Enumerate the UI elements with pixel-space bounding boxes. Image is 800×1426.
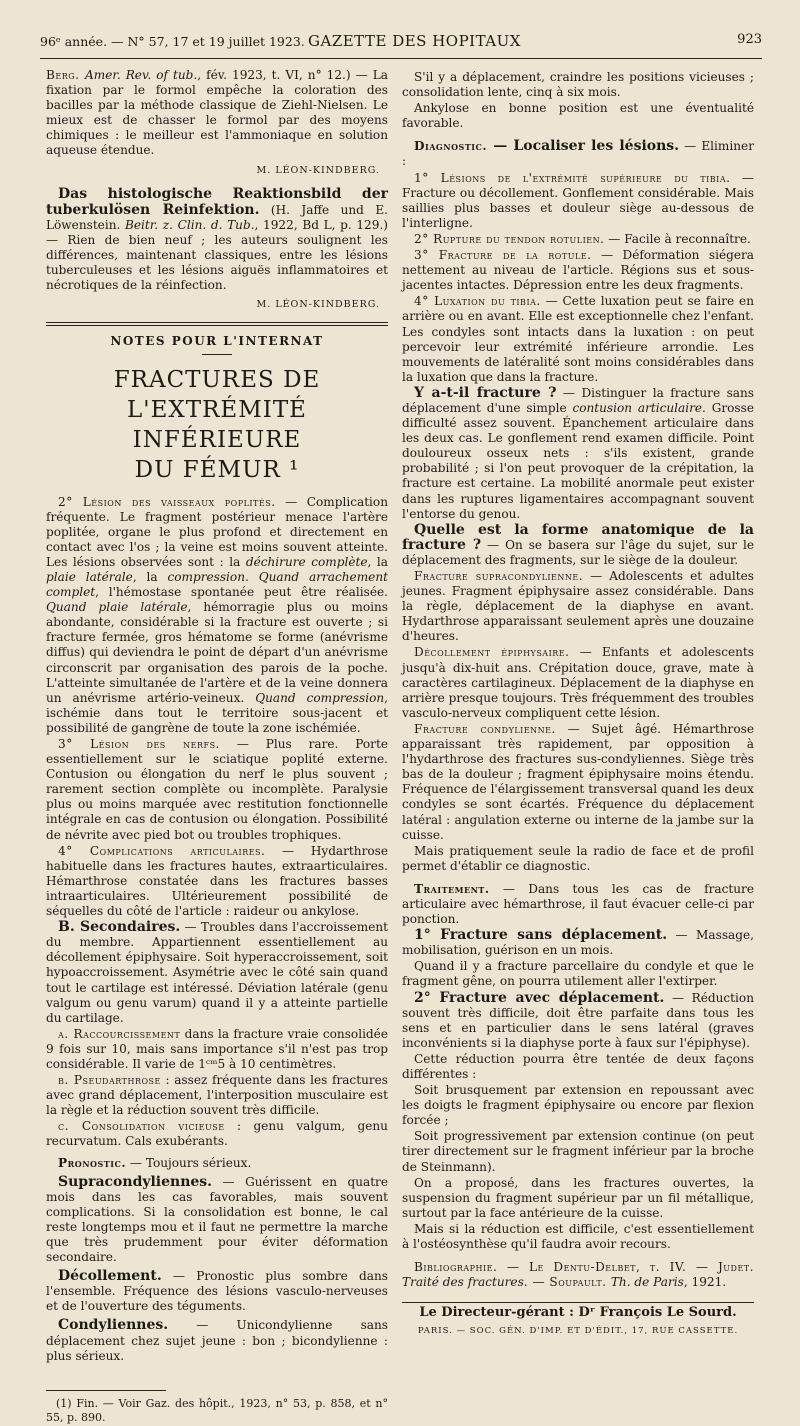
review-ref-1: Berg. Amer. Rev. of tub., fév. 1923, t. VI, n° 12.) — La fixation par le formol empêche la coloration des bacilles par la méthode classique de Ziehl-Nielsen. Le mieux est de chasser le formol par des moyens chimiques : le meilleur est l'ammoniaque en solution aqueuse étendue. <box>46 68 388 158</box>
article-title: FRACTURES DE L'EXTRÉMITÉ INFÉRIEURE DU FÉMUR ¹ <box>113 366 321 483</box>
paragraph-pseudarthrosis: b. Pseudarthrose : assez fréquente dans les fractures avec grand déplacement, l'interposition musculaire est la règle et la réduction souvent très difficile. <box>46 1073 388 1118</box>
paragraph-radiography: Mais pratiquement seule la radio de face et de profil permet d'établir ce diagnostic. <box>402 843 754 873</box>
paragraph-tendon-rupture: 2° Rupture du tendon rotulien. — Facile à reconnaître. <box>414 231 751 246</box>
paragraph-no-displacement: 1° Fracture sans déplacement. — Massage, mobilisation, guérison en un mois. <box>402 927 754 958</box>
page-header <box>40 30 762 60</box>
paragraph-vessels: 2° Lésion des vaisseaux poplités. — Complication fréquente. Le fragment postérieur menace l'artère poplitée, organe le plus profond et directement en contact avec l'os ; la veine est moins souvent atteinte. Les lésions observées sont : la déchirure complète, la plaie latérale, la compression. Quand arrachement complet, l'hémostase spontanée peut être réalisée. Quand plaie latérale, hémorragie plus ou moins abondante, considérable si la fracture est ouverte ; si fracture fermée, gros hématome se forme (anévrisme diffus) qui deviendra le point de départ d'un anévrisme circonscrit par organisation des parois de la poche. L'atteinte simultanée de l'artère et de la veine donnera un anévrisme artério-veineux. Quand compression, ischémie dans tout le territoire sous-jacent et possibilité de gangrène de toute la zone ischémiée. <box>46 494 388 735</box>
issue-info: 96ᵉ année. — N° 57, 17 et 19 juillet 1923. <box>40 34 305 49</box>
review-signature-2: M. LÉON-KINDBERG. <box>256 299 380 311</box>
paragraph-is-fracture: Y a-t-il fracture ? — Distinguer la fracture sans déplacement d'une simple contusion articulaire. Grosse difficulté assez souvent. Épanchement articulaire dans les deux cas. Le gonflement rend examen difficile. Point douloureux osseux nets : s'ils existent, grande probabilité ; si l'on peut provoquer de la crépitation, la fracture est certaine. La mobilité anormale peut exister dans les ruptures ligamentaires accompagnant souvent l'entorse du genou. <box>402 384 754 521</box>
review-signature-1: M. LÉON-KINDBERG. <box>256 164 380 176</box>
paragraph-nerves: 3° Lésion des nerfs. — Plus rare. Porte essentiellement sur le sciatique poplité externe. Contusion ou élongation du nerf le plus souvent ; rarement section complète ou incomplète. Paralysie plus ou moins marquée avec restitution fonctionnelle intégrale en cas de contusion ou élongation. Possibilité de névrite avec pied bot ou troubles trophiques. <box>46 737 388 842</box>
paragraph-tibia-lesions: 1° Lésions de l'extrémité supérieure du tibia. — Fracture ou décollement. Gonflement considérable. Mais saillies plus basses et douleur siège au-dessous de l'interligne. <box>402 170 754 230</box>
printer-line: PARIS. — SOC. GÉN. D'IMP. ET D'ÉDIT., 17, RUE CASSETTE. <box>417 1326 739 1337</box>
paragraph-ankylosis: Ankylose en bonne position est une éventualité favorable. <box>402 101 754 131</box>
section-rule <box>46 322 388 326</box>
journal-title: GAZETTE DES HOPITAUX <box>308 32 521 50</box>
paragraph-diagnosis: Diagnostic. — Localiser les lésions. — Eliminer : <box>402 138 754 169</box>
right-column <box>402 70 754 1340</box>
paragraph-epiphyseal-detachment: Décollement épiphysaire. — Enfants et adolescents jusqu'à dix-huit ans. Crépitation douce, grave, mate à caractères cartilagineux. Déplacement de la diaphyse en arrière presque toujours. Très fréquemment des troubles vasculo-nerveux compliquent cette lésion. <box>402 645 754 720</box>
paragraph-secondary: B. Secondaires. — Troubles dans l'accroissement du membre. Appartiennent essentiellement au décollement épiphysaire. Soit hyperaccroissement, soit hypoaccroissement. Asymétrie avec le côté sain quand tout le cartilage est intéressé. Déviation latérale (genu valgum ou genu varum) quand il y a atteinte partielle du cartilage. <box>46 919 388 1025</box>
paragraph-condylar-fracture: Fracture condylienne. — Sujet âgé. Hémarthrose apparaissant très rapidement, par opposition à l'hydarthrose des fractures sus-condyliennes. Siège très bas de la douleur ; fragment épiphysaire moins étendu. Fréquence de l'élargissement transversal quand les deux condyles se sont écartés. Fréquence du déplacement latéral : angulation externe ou interne de la jambe sur la cuisse. <box>402 721 754 842</box>
paragraph-shortening: a. Raccourcissement dans la fracture vraie consolidée 9 fois sur 10, mais sans importance s'il n'est pas trop considérable. Il varie de 1ᶜᵐ5 à 10 centimètres. <box>46 1026 388 1071</box>
paragraph-partial-fracture: Quand il y a fracture parcellaire du condyle et que le fragment gêne, on pourra utilement aller l'extirper. <box>402 959 754 989</box>
paragraph-suspension: On a proposé, dans les fractures ouvertes, la suspension du fragment supérieur par un fil métallique, surtout par la face antérieure de la cuisse. <box>402 1175 754 1220</box>
paragraph-reduction-sudden: Soit brusquement par extension en repoussant avec les doigts le fragment épiphysaire ou encore par flexion forcée ; <box>402 1083 754 1128</box>
header-rule <box>40 58 762 59</box>
paragraph-supracondylar-fracture: Fracture supracondylienne. — Adolescents et adultes jeunes. Fragment épiphysaire assez considérable. Dans la règle, déplacement de la diaphyse en avant. Hydarthrose apparaissant seulement après une douzaine d'heures. <box>402 569 754 644</box>
paragraph-tibia-luxation: 4° Luxation du tibia. — Cette luxation peut se faire en arrière ou en avant. Elle est exceptionnelle chez l'enfant. Les condyles sont intacts dans la luxation : on peut percevoir leur extrémité inférieure arrondie. Les mouvements de latéralité sont moins considérables dans la luxation que dans la fracture. <box>402 294 754 384</box>
paragraph-reduction-progressive: Soit progressivement par extension continue (on peut tirer directement sur le fragment inférieur par la broche de Steinmann). <box>402 1129 754 1174</box>
editor-line: Le Directeur-gérant : Dʳ François Le Sourd. <box>419 1305 737 1321</box>
paragraph-treatment: Traitement. — Dans tous les cas de fracture articulaire avec hémarthrose, il faut évacuer celle-ci par ponction. <box>402 881 754 927</box>
paragraph-displacement: S'il y a déplacement, craindre les positions vicieuses ; consolidation lente, cinq à six mois. <box>402 70 754 100</box>
page-number: 923 <box>737 32 762 47</box>
footnote-rule <box>46 1390 166 1391</box>
paragraph-articular: 4° Complications articulaires. — Hydarthrose habituelle dans les fractures hautes, extraarticulaires. Hémarthrose constatée dans les fractures basses intraarticulaires. Ultérieurement possibilité de séquelles du côté de l'article : raideur ou ankylose. <box>46 843 388 919</box>
paragraph-reduction-methods: Cette réduction pourra être tentée de deux façons différentes : <box>402 1051 754 1081</box>
paragraph-osteosynthesis: Mais si la réduction est difficile, c'est essentiellement à l'ostéosynthèse qu'il faudra avoir recours. <box>402 1221 754 1252</box>
paragraph-malunion: c. Consolidation vicieuse : genu valgum, genu recurvatum. Cals exubérants. <box>46 1119 388 1149</box>
paragraph-condylar: Condyliennes. — Unicondylienne sans déplacement chez sujet jeune : bon ; bicondylienne : plus sérieux. <box>46 1317 388 1363</box>
short-rule <box>202 354 232 355</box>
paragraph-with-displacement: 2° Fracture avec déplacement. — Réduction souvent très difficile, doit être parfaite dans tous les sens et en particulier dans le sens latéral (graves inconvénients si la diaphyse porte à faux sur l'épiphyse). <box>402 989 754 1050</box>
footnote: (1) Fin. — Voir Gaz. des hôpit., 1923, n° 53, p. 858, et n° 55, p. 890. <box>46 1396 388 1424</box>
paragraph-anatomic-form: Quelle est la forme anatomique de la fracture ? — On se basera sur l'âge du sujet, sur le déplacement des fragments, sur le siège de la douleur. <box>402 521 755 567</box>
bibliography: Bibliographie. — Le Dentu-Delbet, t. IV. — Judet. Traité des fractures. — Soupault. Th. de Paris, 1921. <box>402 1260 754 1290</box>
paragraph-detachment: Décollement. — Pronostic plus sombre dans l'ensemble. Fréquence des lésions vasculo-nerveuses et de l'ouverture des téguments. <box>46 1268 388 1314</box>
left-column <box>46 68 388 1426</box>
paragraph-supracondylar: Supracondyliennes. — Guérissent en quatre mois dans les cas favorables, mais souvent complications. Si la consolidation est bonne, le cal reste longtemps mou et il faut ne permettre la marche que très prudemment pour éviter déformation secondaire. <box>46 1173 388 1265</box>
review-ref-2: Das histologische Reaktionsbild der tuberkulösen Reinfektion. (H. Jaffe und E. Löwenstein. Beitr. z. Clin. d. Tub., 1922, Bd L, p. 129.) — Rien de bien neuf ; les auteurs soulignent les différences, maintenant classiques, entre les lésions tuberculeuses et les lésions aiguës inflammatoires et nécrotiques de la réinfection. <box>46 185 389 293</box>
paragraph-prognosis: Pronostic. — Toujours sérieux. <box>58 1155 252 1170</box>
paragraph-patella-fracture: 3° Fracture de la rotule. — Déformation siégera nettement au niveau de l'article. Régions sus et sous-jacentes intactes. Dépression entre les deux fragments. <box>402 248 754 293</box>
section-title: NOTES POUR L'INTERNAT <box>110 334 324 349</box>
editor-rule <box>402 1302 754 1303</box>
